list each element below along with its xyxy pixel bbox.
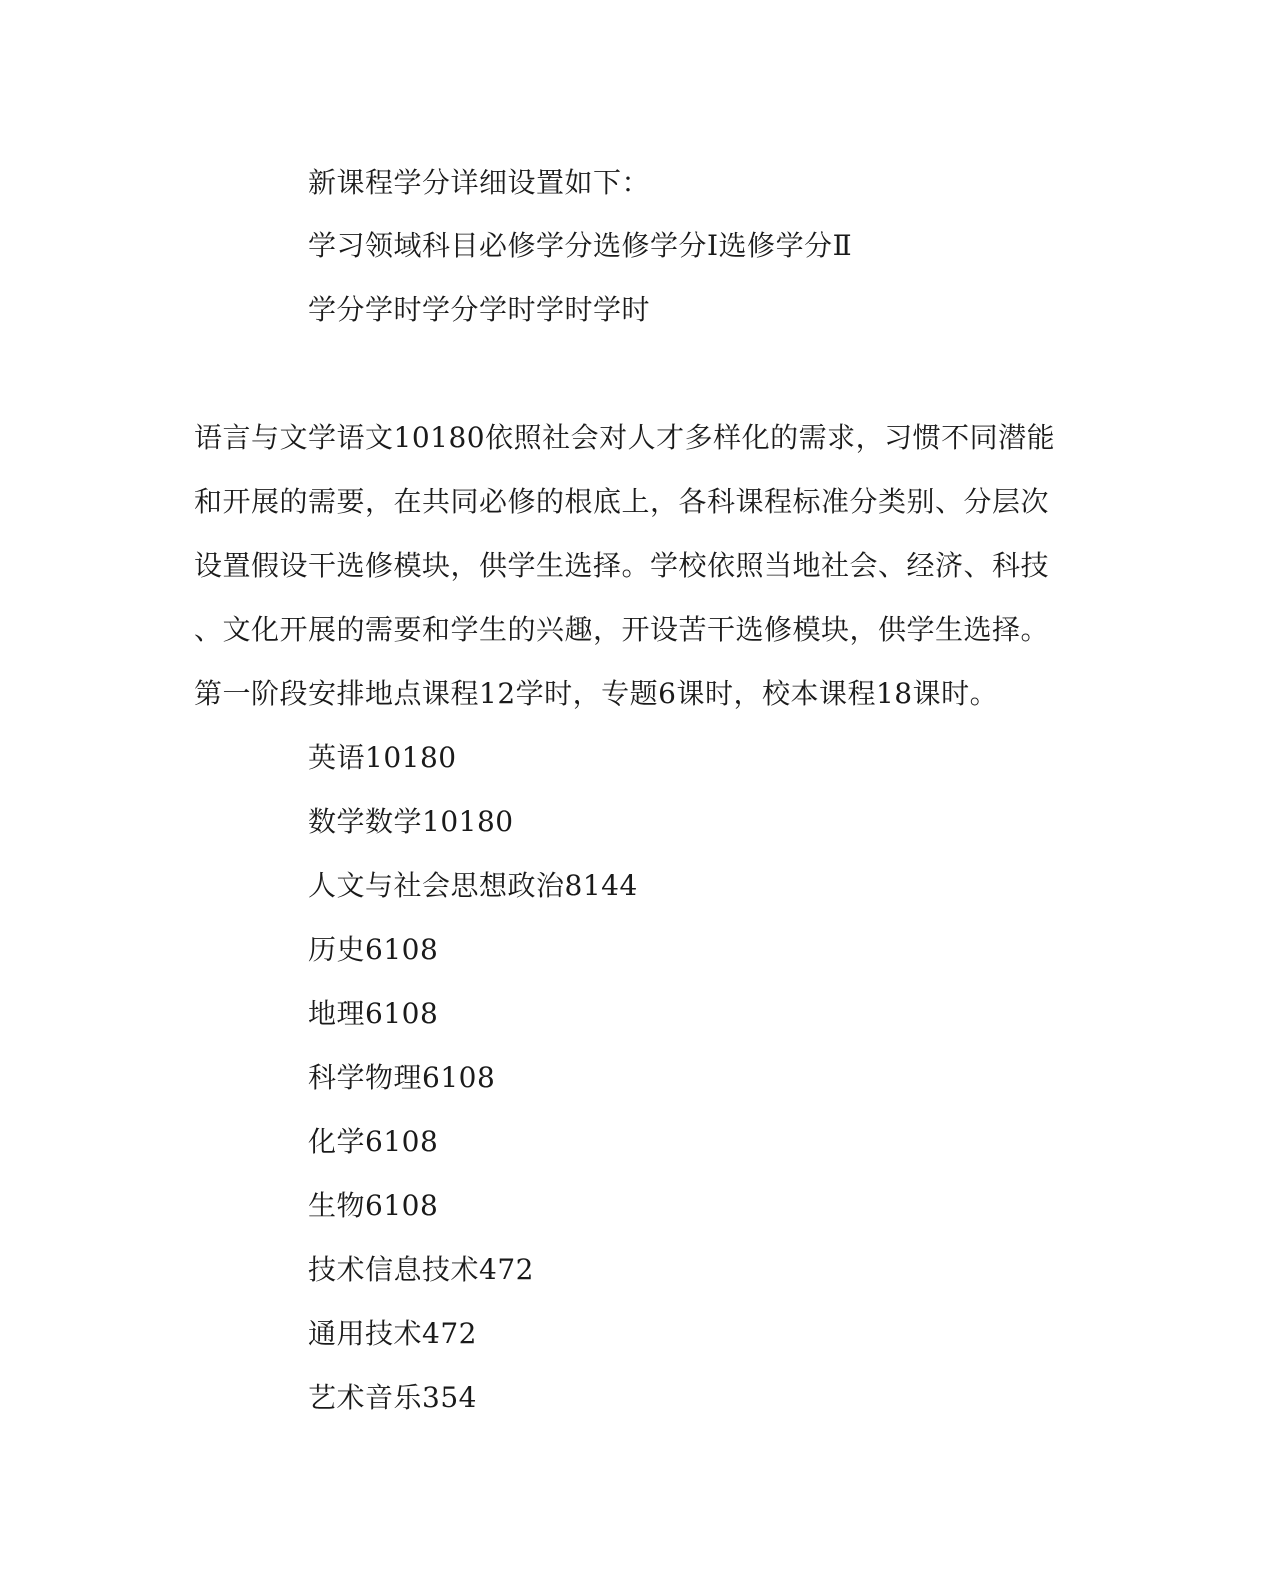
paragraph-line-3: 设置假设干选修模块，供学生选择。学校依照当地社会、经济、科技 [194,549,1050,582]
table-row: 通用技术472 [308,1317,477,1350]
table-row: 生物6108 [308,1189,439,1222]
paragraph-line-4: 、文化开展的需要和学生的兴趣，开设苦干选修模块，供学生选择。 [194,613,1050,646]
table-row: 科学物理6108 [308,1061,496,1094]
intro-line: 新课程学分详细设置如下： [308,166,651,199]
table-row: 地理6108 [308,997,439,1030]
table-header-row-2: 学分学时学分学时学时学时 [308,293,651,326]
table-row: 历史6108 [308,933,439,966]
table-header-row-1: 学习领域科目必修学分选修学分Ⅰ选修学分Ⅱ [308,229,853,262]
paragraph-line-2: 和开展的需要，在共同必修的根底上，各科课程标准分类别、分层次 [194,485,1050,518]
table-row: 英语10180 [308,741,457,774]
paragraph-line-5: 第一阶段安排地点课程12学时，专题6课时，校本课程18课时。 [194,677,999,710]
table-row: 数学数学10180 [308,805,514,838]
table-row: 技术信息技术472 [308,1253,534,1286]
table-row: 人文与社会思想政治8144 [308,869,638,902]
paragraph-line-1: 语言与文学语文10180依照社会对人才多样化的需求，习惯不同潜能 [194,421,1056,454]
table-row: 化学6108 [308,1125,439,1158]
table-row: 艺术音乐354 [308,1381,477,1414]
